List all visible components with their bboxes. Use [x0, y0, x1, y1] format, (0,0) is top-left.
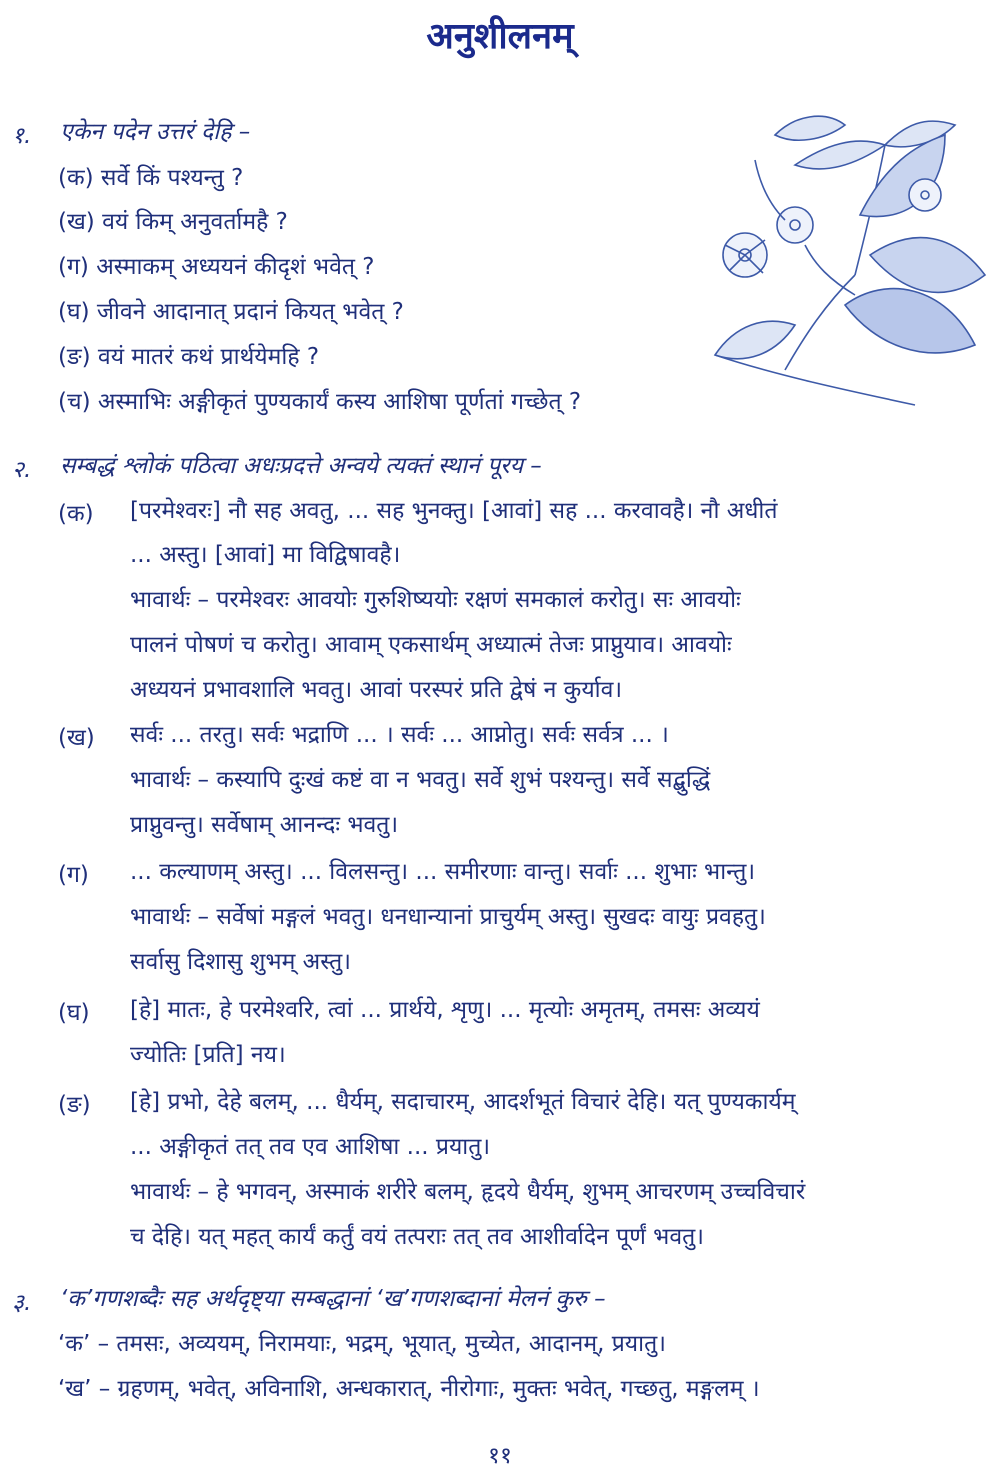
q2-gha-label: (घ) — [58, 1000, 90, 1026]
q3-number: ३. — [12, 1290, 32, 1316]
q1-item-gha: (घ) जीवने आदानात् प्रदानं कियत् भवेत् ? — [58, 299, 404, 325]
q2-kha-line1: सर्वः ... तरतु। सर्वः भद्राणि ... । सर्वः ... आप्नोतु। सर्वः सर्वत्र ... । — [130, 722, 669, 748]
q2-ka-line3: भावार्थः – परमेश्वरः आवयोः गुरुशिष्ययोः रक्षणं समकालं करोतु। सः आवयोः — [130, 587, 741, 613]
q2-ga-label: (ग) — [58, 862, 89, 888]
q2-gha-line2: ज्योतिः [प्रति] नय। — [130, 1042, 286, 1068]
q2-gha-line1: [हे] मातः, हे परमेश्वरि, त्वां ... प्रार्थये, शृणु। ... मृत्योः अमृतम्, तमसः अव्ययं — [130, 997, 760, 1023]
q2-ga-line1: ... कल्याणम् अस्तु। ... विलसन्तु। ... समीरणाः वान्तु। सर्वाः ... शुभाः भान्तु। — [130, 859, 756, 885]
q1-item-cha: (च) अस्माभिः अङ्गीकृतं पुण्यकार्यं कस्य आशिषा पूर्णतां गच्छेत् ? — [58, 389, 582, 415]
q2-ka-line4: पालनं पोषणं च करोतु। आवाम् एकसार्थम् अध्यात्मं तेजः प्राप्नुयाव। आवयोः — [130, 632, 732, 658]
q2-ka-line5: अध्ययनं प्रभावशालि भवतु। आवां परस्परं प्रति द्वेषं न कुर्याव। — [130, 677, 623, 703]
q2-nga-line2: ... अङ्गीकृतं तत् तव एव आशिषा ... प्रयातु। — [130, 1134, 491, 1160]
page-number: ११ — [488, 1443, 512, 1469]
page-title: अनुशीलनम् — [426, 16, 574, 57]
q1-item-nga: (ङ) वयं मातरं कथं प्रार्थयेमहि ? — [58, 344, 320, 370]
q2-ka-line1: [परमेश्वरः] नौ सह अवतु, ... सह भुनक्तु। [आवां] सह ... करवावहै। नौ अधीतं — [130, 498, 778, 524]
flower-illustration — [655, 105, 995, 410]
q2-nga-line3: भावार्थः – हे भगवन्, अस्माकं शरीरे बलम्, हृदये धैर्यम्, शुभम् आचरणम् उच्चविचारं — [130, 1179, 806, 1205]
q2-kha-line2: भावार्थः – कस्यापि दुःखं कष्टं वा न भवतु। सर्वे शुभं पश्यन्तु। सर्वे सद्बुद्धिं — [130, 767, 711, 793]
q2-number: २. — [12, 457, 32, 483]
q2-nga-line4: च देहि। यत् महत् कार्यं कर्तुं वयं तत्पराः तत् तव आशीर्वादेन पूर्णं भवतु। — [130, 1224, 704, 1250]
q2-ga-line2: भावार्थः – सर्वेषां मङ्गलं भवतु। धनधान्यानां प्राचुर्यम् अस्तु। सुखदः वायुः प्रवहतु। — [130, 904, 766, 930]
q1-item-kha: (ख) वयं किम् अनुवर्तामहै ? — [58, 209, 288, 235]
q1-number: १. — [12, 123, 32, 149]
q2-prompt: सम्बद्धं श्लोकं पठित्वा अधःप्रदत्ते अन्वये त्यक्तं स्थानं पूरय – — [60, 453, 542, 479]
q2-kha-label: (ख) — [58, 725, 95, 751]
q3-group-kha: ‘ख’ – ग्रहणम्, भवेत्, अविनाशि, अन्धकारात्, नीरोगाः, मुक्तः भवेत्, गच्छतु, मङ्गलम् । — [58, 1376, 760, 1402]
q2-nga-line1: [हे] प्रभो, देहे बलम्, ... धैर्यम्, सदाचारम्, आदर्शभूतं विचारं देहि। यत् पुण्यकार्यम् — [130, 1089, 796, 1115]
q2-nga-label: (ङ) — [58, 1092, 91, 1118]
q2-kha-line3: प्राप्नुवन्तु। सर्वेषाम् आनन्दः भवतु। — [130, 812, 399, 838]
q1-prompt: एकेन पदेन उत्तरं देहि – — [60, 119, 251, 145]
q1-item-ga: (ग) अस्माकम् अध्ययनं कीदृशं भवेत् ? — [58, 254, 375, 280]
q2-ka-line2: ... अस्तु। [आवां] मा विद्विषावहै। — [130, 542, 401, 568]
q2-ga-line3: सर्वासु दिशासु शुभम् अस्तु। — [130, 949, 351, 975]
q1-item-ka: (क) सर्वे किं पश्यन्तु ? — [58, 165, 244, 191]
q3-group-ka: ‘क’ – तमसः, अव्ययम्, निरामयाः, भद्रम्, भूयात्, मुच्येत, आदानम्, प्रयातु। — [58, 1331, 666, 1357]
q3-prompt: ‘क’गणशब्दैः सह अर्थदृष्ट्या सम्बद्धानां ‘ख’गणशब्दानां मेलनं कुरु – — [60, 1286, 606, 1312]
q2-ka-label: (क) — [58, 501, 94, 527]
